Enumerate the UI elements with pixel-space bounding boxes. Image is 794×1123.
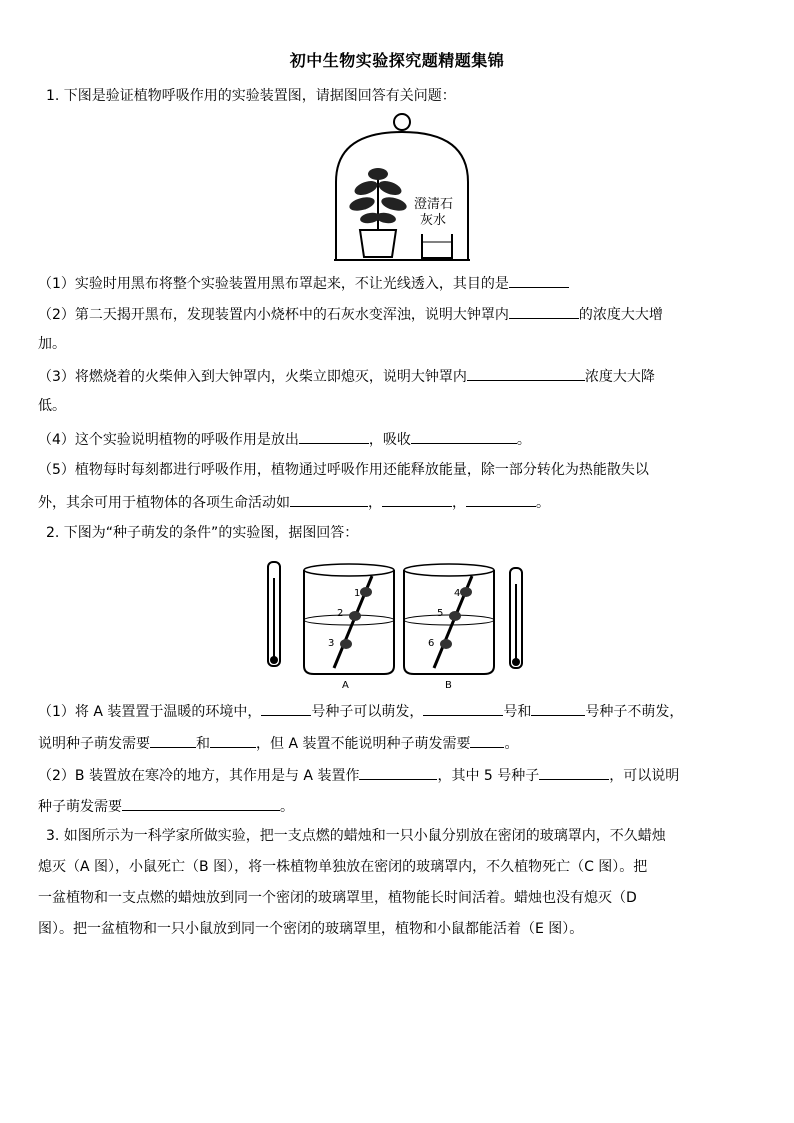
q1-sub4: （4）这个实验说明植物的呼吸作用是放出 ，吸收 。	[38, 428, 762, 450]
seed-germination-figure	[262, 558, 532, 688]
q1-sub3: （3）将燃烧着的火柴伸入到大钟罩内，火柴立即熄灭，说明大钟罩内 浓度大大降	[38, 365, 762, 387]
q2-stem: 2. 下图为“种子萌发的条件”的实验图，据图回答：	[46, 525, 359, 541]
q1-stem: 1. 下图是验证植物呼吸作用的实验装置图，请据图回答有关问题：	[46, 88, 456, 104]
q2-sub1: （1）将 A 装置置于温暖的环境中， 号种子可以萌发， 号和 号种子不萌发，	[38, 700, 762, 722]
q1-sub2: （2）第二天揭开黑布，发现装置内小烧杯中的石灰水变浑浊，说明大钟罩内 的浓度大大增	[38, 303, 762, 325]
beaker-a	[304, 564, 394, 674]
q1-sub1: （1）实验时用黑布将整个实验装置用黑布罩起来，不让光线透入，其目的是	[38, 272, 762, 294]
beaker-b	[404, 564, 494, 674]
bell-jar	[336, 132, 468, 260]
seed-label-4: 4	[454, 588, 461, 599]
fig1-label-line2: 灰水	[420, 213, 447, 228]
flower-pot	[360, 230, 396, 257]
thermometer-left	[268, 562, 280, 666]
q1-sub5-cont: 外，其余可用于植物体的各项生命活动如 ， ， 。	[38, 491, 762, 513]
q2-sub2: （2）B 装置放在寒冷的地方，其作用是与 A 装置作 ，其中 5 号种子 ，可以说明	[38, 764, 762, 786]
q3-line3: 一盆植物和一支点燃的蜡烛放到同一个密闭的玻璃罩里，植物能长时间活着。蜡烛也没有熄灭（D	[38, 890, 637, 906]
label-a: A	[342, 680, 349, 688]
q1-sub5: （5）植物每时每刻都进行呼吸作用，植物通过呼吸作用还能释放能量，除一部分转化为热能散失以	[38, 462, 649, 478]
page-title: 初中生物实验探究题精题集锦	[289, 51, 505, 70]
q3-line1: 3. 如图所示为一科学家所做实验，把一支点燃的蜡烛和一只小鼠分别放在密闭的玻璃罩内，不久蜡烛	[46, 828, 666, 844]
label-b: B	[445, 680, 452, 688]
bell-jar-figure	[330, 112, 480, 262]
seed-label-1: 1	[354, 588, 361, 599]
seed-label-6: 6	[428, 638, 435, 649]
fig1-label-line1: 澄清石	[414, 197, 454, 212]
seed-label-3: 3	[328, 638, 335, 649]
q1-sub2-cont: 加。	[38, 336, 66, 352]
q2-sub2-cont: 种子萌发需要 。	[38, 795, 762, 817]
thermometer-right	[510, 568, 522, 668]
q2-sub1-cont: 说明种子萌发需要 和 ，但 A 装置不能说明种子萌发需要 。	[38, 732, 762, 754]
seed-label-2: 2	[337, 608, 344, 619]
q3-line4: 图）。把一盆植物和一只小鼠放到同一个密闭的玻璃罩里，植物和小鼠都能活着（E 图）。	[38, 921, 584, 937]
q1-sub3-cont: 低。	[38, 398, 66, 414]
q3-line2: 熄灭（A 图），小鼠死亡（B 图），将一株植物单独放在密闭的玻璃罩内，不久植物死亡（C 图）。把	[38, 859, 648, 875]
seed-label-5: 5	[437, 608, 444, 619]
jar-knob	[394, 114, 410, 130]
small-beaker	[422, 234, 452, 258]
